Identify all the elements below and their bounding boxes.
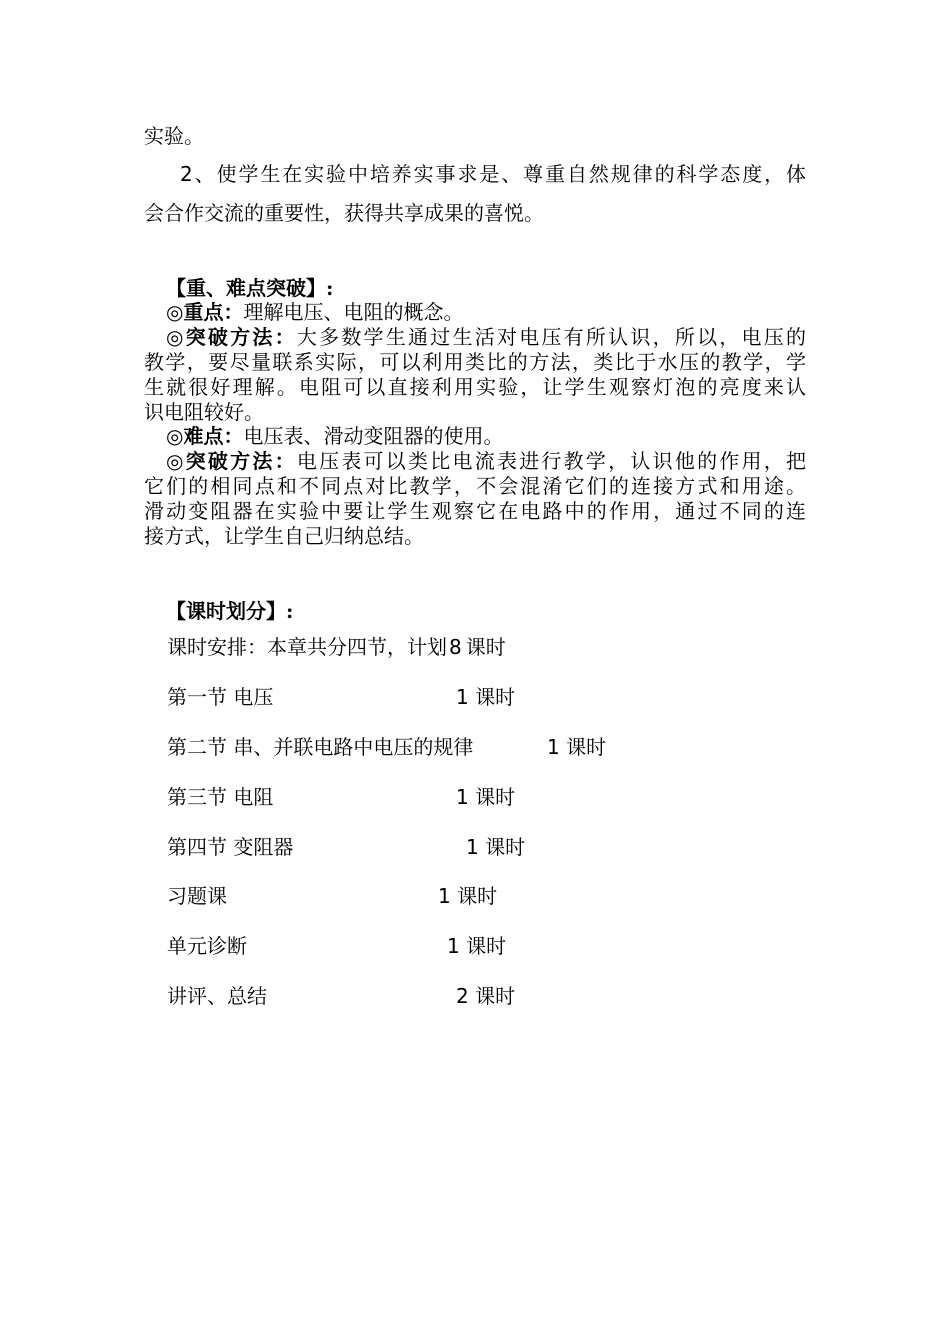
hours-number: 1	[547, 735, 560, 759]
hours-unit: 课时	[485, 835, 526, 859]
hours-number: 1	[447, 934, 460, 958]
schedule-row-name: 习题课	[167, 884, 227, 908]
schedule-row-name: 讲评、总结	[167, 984, 267, 1008]
hard-point-text: 电压表、滑动变阻器的使用。	[243, 424, 504, 448]
schedule-row-hours	[447, 934, 506, 958]
method-1-label: ◎突破方法：	[166, 325, 297, 349]
method-2-label: ◎突破方法：	[166, 449, 297, 473]
hours-number: 1	[438, 884, 451, 908]
hours-unit: 课时	[457, 884, 498, 908]
method-1-line-3: 生就很好理解。电阻可以直接利用实验，让学生观察灯泡的亮度来认	[144, 375, 806, 399]
method-2-line-1	[144, 449, 806, 473]
schedule-row-hours	[547, 735, 606, 759]
schedule-row-hours	[438, 884, 497, 908]
hours-number: 1	[466, 835, 479, 859]
schedule-total: 8	[449, 635, 462, 659]
hours-unit: 课时	[566, 735, 607, 759]
item-number: 2	[180, 162, 193, 186]
schedule-row-name: 单元诊断	[167, 934, 247, 958]
hours-unit: 课时	[475, 984, 516, 1008]
schedule-heading: 【课时划分】:	[166, 599, 294, 623]
key-point-line	[166, 300, 463, 324]
goals-line-a: 实验。	[144, 124, 204, 148]
hard-point-line	[166, 424, 503, 448]
hours-number: 2	[456, 984, 469, 1008]
method-1-line-4: 识电阻较好。	[144, 400, 264, 424]
schedule-row-name: 第二节 串、并联电路中电压的规律	[167, 735, 474, 759]
hours-unit: 课时	[475, 785, 516, 809]
schedule-intro-prefix: 课时安排：本章共分四节，计划	[167, 635, 447, 659]
method-2-text: 电压表可以类比电流表进行教学，认识他的作用，把	[296, 449, 807, 473]
method-2-line-3: 滑动变阻器在实验中要让学生观察它在电路中的作用，通过不同的连	[144, 499, 806, 523]
schedule-row-hours	[456, 984, 515, 1008]
method-2-line-2: 它们的相同点和不同点对比教学，不会混淆它们的连接方式和用途。	[144, 474, 806, 498]
difficulty-heading: 【重、难点突破】:	[166, 276, 334, 300]
schedule-intro-suffix: 课时	[465, 635, 506, 659]
goals-item-2-line-2: 会合作交流的重要性，获得共享成果的喜悦。	[144, 201, 544, 225]
goals-item-2-line-1	[144, 162, 806, 186]
method-1-line-1	[144, 325, 806, 349]
schedule-row-name: 第一节 电压	[167, 685, 274, 709]
hours-unit: 课时	[475, 685, 516, 709]
method-1-line-2: 教学，要尽量联系实际，可以利用类比的方法，类比于水压的教学，学	[144, 350, 806, 374]
hours-number: 1	[456, 685, 469, 709]
schedule-row-hours	[466, 835, 525, 859]
hours-number: 1	[456, 785, 469, 809]
schedule-row-name: 第三节 电阻	[167, 785, 274, 809]
method-2-line-4: 接方式，让学生自己归纳总结。	[144, 524, 424, 548]
method-1-text: 大多数学生通过生活对电压有所认识，所以，电压的	[296, 325, 807, 349]
schedule-row-name: 第四节 变阻器	[167, 835, 294, 859]
key-point-label: ◎重点：	[166, 300, 244, 324]
schedule-row-hours	[456, 785, 515, 809]
schedule-row-hours	[456, 685, 515, 709]
goals-item-2-text: 、使学生在实验中培养实事求是、尊重自然规律的科学态度，体	[192, 162, 806, 186]
hours-unit: 课时	[466, 934, 507, 958]
schedule-intro	[167, 635, 506, 659]
key-point-text: 理解电压、电阻的概念。	[243, 300, 464, 324]
hard-point-label: ◎难点：	[166, 424, 244, 448]
